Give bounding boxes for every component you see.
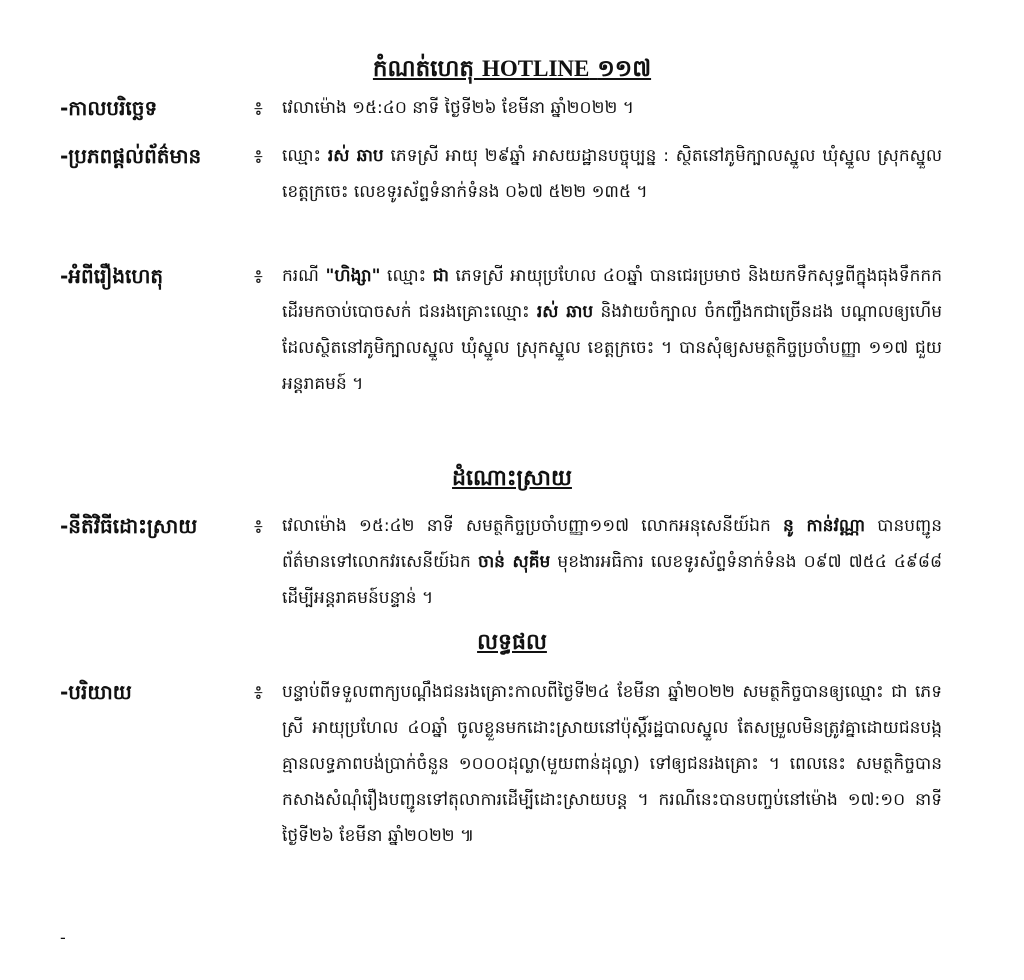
- section-title-solution: ដំណោះស្រាយ: [452, 466, 572, 491]
- text-method: [282, 508, 942, 616]
- source-t2: ភេទស្រី អាយុ ២៩ឆ្នាំ អាសយដ្ឋានបច្ចុប្បន្ន : ស្ថិតនៅភូមិក្បាលស្នួល ឃុំស្នួល ស្រុកស្នួល ខេត្តក្រចេះ លេខទូរស័ព្ទទំនាក់ទំនង ០៦៧ ៥២២ ១៣៥ ។: [282, 146, 943, 202]
- stray-dash: -: [60, 928, 66, 947]
- source-t1: ឈ្មោះ: [282, 146, 328, 166]
- colon-method: ៖: [254, 514, 263, 538]
- title-khmer: កំណត់ហេតុ: [372, 56, 474, 82]
- method-officer: នូ កាន់វណ្ណា: [782, 516, 866, 536]
- method-t3: មុខងារអធិការ លេខទូរស័ព្ទទំនាក់ទំនង ០៩៧ ៧៥៤ ៤៩៨៨ ដើម្បីអន្តរាគមន៍បន្ទាន់ ។: [282, 552, 942, 608]
- text-time: វេលាម៉ោង ១៥:៤០ នាទី ថ្ងៃទី២៦ ខែមីនា ឆ្នាំ២០២២ ។: [282, 98, 634, 118]
- text-source: [282, 138, 942, 210]
- title-number: ១១៧: [597, 56, 652, 82]
- label-method: -នីតិវិធីដោះស្រាយ: [60, 514, 198, 538]
- title-hotline: HOTLINE: [482, 56, 590, 81]
- method-chief: ចាន់ សុគីម: [477, 552, 551, 572]
- method-t1: វេលាម៉ោង ១៥:៤២ នាទី សមត្ថកិច្ចប្រចាំបញ្ញា១១៧ លោកអនុសេនីយ៍ឯក: [282, 516, 783, 536]
- incident-suspect: ជា: [432, 266, 449, 286]
- incident-t3: ភេទស្រី អាយុប្រហែល ៤០ឆ្នាំ បានជេរប្រមាថ និងយកទឹកសុទ្ធពីក្នុងធុងទឹកកកដើរមកចាប់បោចសក់ ជនរងគ្រោះឈ្មោះ: [282, 266, 943, 322]
- colon-time: ៖: [254, 96, 263, 120]
- label-time: -កាលបរិច្ឆេទ: [60, 96, 158, 120]
- label-source: -ប្រភពផ្ដល់ព័ត៌មាន: [60, 144, 202, 168]
- method-t2: បានបញ្ជូនព័ត៌មានទៅលោកវរសេនីយ៍ឯក: [282, 516, 942, 572]
- source-name: រស់ ឆាប: [327, 146, 384, 166]
- document-title: [0, 54, 1024, 84]
- colon-source: ៖: [254, 144, 263, 168]
- incident-t4: និងវាយចំក្បាល ចំកញ្ចឹងកជាច្រើនដង បណ្ដាលឲ្យហើម ដែលស្ថិតនៅភូមិក្បាលស្នួល ឃុំស្នួល ស្រុកស្នួល ខេត្តក្រចេះ ។ បានសុំឲ្យសមត្ថកិច្ចប្រចាំបញ្ញា ១១៧ ជួយអន្តរាគមន៍ ។: [282, 302, 943, 394]
- colon-incident: ៖: [254, 264, 263, 288]
- text-explain: បន្ទាប់ពីទទួលពាក្យបណ្ដឹងជនរងគ្រោះកាលពីថ្ងៃទី២៤ ខែមីនា ឆ្នាំ២០២២ សមត្ថកិច្ចបានឲ្យឈ្មោះ ជា ភេទស្រី អាយុប្រហែល ៤០ឆ្នាំ ចូលខ្លួនមកដោះស្រាយនៅប៉ុស្តិ៍រដ្ឋបាលស្នួល តែសម្រួលមិនត្រូវគ្នាដោយជនបង្កគ្មានលទ្ធភាពបង់ប្រាក់ចំនួន ១០០០ដុល្លា(មួយពាន់ដុល្លា) ទៅឲ្យជនរងគ្រោះ ។ ពេលនេះ សមត្ថកិច្ចបានកសាងសំណុំរឿងបញ្ជូនទៅតុលាការដើម្បីដោះស្រាយបន្ត ។ ករណីនេះបានបញ្ចប់នៅម៉ោង ១៧:១០ នាទី ថ្ងៃទី២៦ ខែមីនា ឆ្នាំ២០២២ ៕: [282, 682, 942, 846]
- incident-victim: រស់ ឆាប: [536, 302, 594, 322]
- colon-explain: ៖: [254, 680, 263, 704]
- incident-t2: ឈ្មោះ: [380, 266, 433, 286]
- label-explain: -បរិយាយ: [60, 680, 132, 704]
- text-incident: [282, 258, 942, 402]
- section-title-result: លទ្ធផល: [477, 630, 547, 655]
- incident-t1: ករណី: [282, 266, 326, 286]
- label-incident: -អំពីរឿងហេតុ: [60, 264, 164, 288]
- incident-type: "ហិង្សា": [325, 266, 381, 286]
